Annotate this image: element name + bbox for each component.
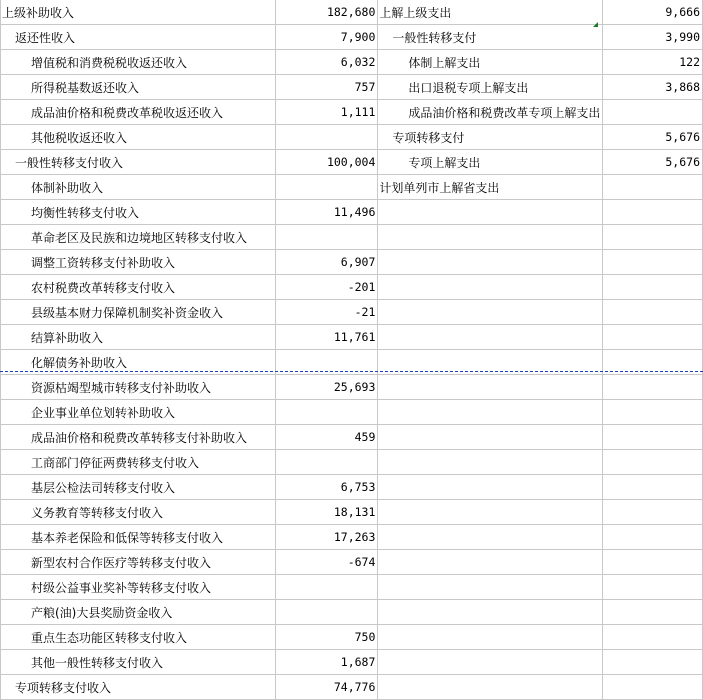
expenditure-amount-cell[interactable]: 5,676 xyxy=(603,150,703,175)
income-amount-cell[interactable]: 17,263 xyxy=(276,525,378,550)
expenditure-item-cell[interactable] xyxy=(378,625,603,650)
table-row xyxy=(1,325,703,350)
income-amount-cell[interactable]: -674 xyxy=(276,550,378,575)
income-item-cell[interactable]: 农村税费改革转移支付收入 xyxy=(1,275,276,300)
table-row xyxy=(1,0,703,25)
income-item-cell[interactable]: 化解债务补助收入 xyxy=(1,350,276,375)
income-item-cell[interactable]: 重点生态功能区转移支付收入 xyxy=(1,625,276,650)
income-item-cell[interactable]: 专项转移支付收入 xyxy=(1,675,276,700)
table-row xyxy=(1,75,703,100)
expenditure-item-cell[interactable] xyxy=(378,375,603,400)
income-amount-cell[interactable] xyxy=(276,450,378,475)
table-row xyxy=(1,150,703,175)
income-amount-cell[interactable]: 750 xyxy=(276,625,378,650)
table-row xyxy=(1,50,703,75)
table-row xyxy=(1,425,703,450)
income-item-cell[interactable]: 结算补助收入 xyxy=(1,325,276,350)
expenditure-amount-cell[interactable] xyxy=(603,600,703,625)
table-row xyxy=(1,650,703,675)
income-item-cell[interactable]: 体制补助收入 xyxy=(1,175,276,200)
income-item-cell[interactable]: 均衡性转移支付收入 xyxy=(1,200,276,225)
income-amount-cell[interactable] xyxy=(276,225,378,250)
income-amount-cell[interactable] xyxy=(276,575,378,600)
income-item-cell[interactable]: 县级基本财力保障机制奖补资金收入 xyxy=(1,300,276,325)
income-item-cell[interactable]: 所得税基数返还收入 xyxy=(1,75,276,100)
income-item-cell[interactable]: 工商部门停征两费转移支付收入 xyxy=(1,450,276,475)
expenditure-amount-cell[interactable] xyxy=(603,400,703,425)
expenditure-amount-cell[interactable]: 122 xyxy=(603,50,703,75)
income-item-cell[interactable]: 其他一般性转移支付收入 xyxy=(1,650,276,675)
expenditure-item-cell[interactable] xyxy=(378,650,603,675)
table-row xyxy=(1,675,703,700)
table-row xyxy=(1,500,703,525)
expenditure-amount-cell[interactable] xyxy=(603,250,703,275)
expenditure-item-cell[interactable] xyxy=(378,200,603,225)
income-item-cell[interactable]: 革命老区及民族和边境地区转移支付收入 xyxy=(1,225,276,250)
expenditure-item-cell[interactable]: 上解上级支出 xyxy=(378,0,603,25)
expenditure-item-cell[interactable] xyxy=(378,225,603,250)
expenditure-amount-cell[interactable] xyxy=(603,175,703,200)
income-amount-cell[interactable]: 1,687 xyxy=(276,650,378,675)
income-item-cell[interactable]: 调整工资转移支付补助收入 xyxy=(1,250,276,275)
table-row xyxy=(1,475,703,500)
expenditure-amount-cell[interactable] xyxy=(603,375,703,400)
expenditure-item-cell[interactable] xyxy=(378,600,603,625)
expenditure-item-cell[interactable] xyxy=(378,500,603,525)
income-amount-cell[interactable]: 459 xyxy=(276,425,378,450)
income-item-cell[interactable]: 产粮(油)大县奖励资金收入 xyxy=(1,600,276,625)
income-amount-cell[interactable]: 74,776 xyxy=(276,675,378,700)
page-break-line xyxy=(0,371,703,372)
income-item-cell[interactable]: 其他税收返还收入 xyxy=(1,125,276,150)
income-item-cell[interactable]: 增值税和消费税税收返还收入 xyxy=(1,50,276,75)
expenditure-amount-cell[interactable] xyxy=(603,225,703,250)
expenditure-item-cell[interactable]: 计划单列市上解省支出 xyxy=(378,175,603,200)
table-row xyxy=(1,600,703,625)
income-item-cell[interactable]: 义务教育等转移支付收入 xyxy=(1,500,276,525)
income-amount-cell[interactable]: 6,753 xyxy=(276,475,378,500)
expenditure-amount-cell[interactable] xyxy=(603,650,703,675)
expenditure-item-cell[interactable] xyxy=(378,300,603,325)
income-amount-cell[interactable]: 11,496 xyxy=(276,200,378,225)
table-row xyxy=(1,275,703,300)
expenditure-amount-cell[interactable] xyxy=(603,275,703,300)
expenditure-item-cell[interactable] xyxy=(378,250,603,275)
expenditure-item-cell[interactable] xyxy=(378,450,603,475)
income-amount-cell[interactable]: 182,680 xyxy=(276,0,378,25)
table-row xyxy=(1,225,703,250)
table-row xyxy=(1,575,703,600)
table-row xyxy=(1,625,703,650)
expenditure-amount-cell[interactable] xyxy=(603,625,703,650)
expenditure-item-cell[interactable] xyxy=(378,575,603,600)
expenditure-item-cell[interactable]: 成品油价格和税费改革专项上解支出 xyxy=(378,100,603,125)
expenditure-item-cell[interactable] xyxy=(378,325,603,350)
table-row xyxy=(1,300,703,325)
expenditure-amount-cell[interactable] xyxy=(603,425,703,450)
income-item-cell[interactable]: 上级补助收入 xyxy=(1,0,276,25)
table-row xyxy=(1,375,703,400)
expenditure-item-cell[interactable] xyxy=(378,425,603,450)
income-amount-cell[interactable]: 11,761 xyxy=(276,325,378,350)
income-amount-cell[interactable]: 1,111 xyxy=(276,100,378,125)
income-item-cell[interactable]: 一般性转移支付收入 xyxy=(1,150,276,175)
income-amount-cell[interactable]: 25,693 xyxy=(276,375,378,400)
expenditure-amount-cell[interactable]: 3,868 xyxy=(603,75,703,100)
income-amount-cell[interactable] xyxy=(276,125,378,150)
income-amount-cell[interactable]: 7,900 xyxy=(276,25,378,50)
table-row xyxy=(1,100,703,125)
expenditure-amount-cell[interactable] xyxy=(603,575,703,600)
income-amount-cell[interactable] xyxy=(276,600,378,625)
table-row xyxy=(1,125,703,150)
expenditure-amount-cell[interactable] xyxy=(603,325,703,350)
expenditure-amount-cell[interactable] xyxy=(603,475,703,500)
income-item-cell[interactable]: 成品油价格和税费改革转移支付补助收入 xyxy=(1,425,276,450)
income-amount-cell[interactable]: 18,131 xyxy=(276,500,378,525)
table-row xyxy=(1,25,703,50)
income-amount-cell[interactable] xyxy=(276,400,378,425)
income-amount-cell[interactable]: -201 xyxy=(276,275,378,300)
income-item-cell[interactable]: 村级公益事业奖补等转移支付收入 xyxy=(1,575,276,600)
income-item-cell[interactable]: 资源枯竭型城市转移支付补助收入 xyxy=(1,375,276,400)
expenditure-amount-cell[interactable] xyxy=(603,300,703,325)
income-amount-cell[interactable]: -21 xyxy=(276,300,378,325)
income-item-cell[interactable]: 基本养老保险和低保等转移支付收入 xyxy=(1,525,276,550)
expenditure-item-cell[interactable] xyxy=(378,275,603,300)
table-row xyxy=(1,175,703,200)
income-amount-cell[interactable]: 100,004 xyxy=(276,150,378,175)
table-row xyxy=(1,400,703,425)
table-row xyxy=(1,250,703,275)
expenditure-amount-cell[interactable] xyxy=(603,450,703,475)
expenditure-amount-cell[interactable] xyxy=(603,200,703,225)
expenditure-item-cell[interactable] xyxy=(378,675,603,700)
expenditure-amount-cell[interactable] xyxy=(603,525,703,550)
table-row xyxy=(1,525,703,550)
income-item-cell[interactable]: 企业事业单位划转补助收入 xyxy=(1,400,276,425)
expenditure-item-cell[interactable]: 专项上解支出 xyxy=(378,150,603,175)
expenditure-item-cell[interactable] xyxy=(378,400,603,425)
income-item-cell[interactable]: 基层公检法司转移支付收入 xyxy=(1,475,276,500)
expenditure-item-cell[interactable]: 专项转移支付 xyxy=(378,125,603,150)
income-amount-cell[interactable]: 6,907 xyxy=(276,250,378,275)
table-row xyxy=(1,450,703,475)
expenditure-item-cell[interactable]: 体制上解支出 xyxy=(378,50,603,75)
expenditure-amount-cell[interactable]: 5,676 xyxy=(603,125,703,150)
expenditure-amount-cell[interactable] xyxy=(603,500,703,525)
income-item-cell[interactable]: 成品油价格和税费改革税收返还收入 xyxy=(1,100,276,125)
comment-indicator-icon xyxy=(593,22,598,27)
table-row xyxy=(1,550,703,575)
expenditure-item-cell[interactable] xyxy=(378,475,603,500)
expenditure-amount-cell[interactable] xyxy=(603,100,703,125)
expenditure-item-cell[interactable]: 一般性转移支付 xyxy=(378,25,603,50)
expenditure-amount-cell[interactable]: 3,990 xyxy=(603,25,703,50)
expenditure-amount-cell[interactable] xyxy=(603,550,703,575)
income-amount-cell[interactable]: 757 xyxy=(276,75,378,100)
expenditure-amount-cell[interactable]: 9,666 xyxy=(603,0,703,25)
expenditure-item-cell[interactable]: 出口退税专项上解支出 xyxy=(378,75,603,100)
income-item-cell[interactable]: 新型农村合作医疗等转移支付收入 xyxy=(1,550,276,575)
expenditure-item-cell[interactable] xyxy=(378,550,603,575)
expenditure-amount-cell[interactable] xyxy=(603,675,703,700)
income-amount-cell[interactable]: 6,032 xyxy=(276,50,378,75)
income-amount-cell[interactable] xyxy=(276,175,378,200)
expenditure-item-cell[interactable] xyxy=(378,525,603,550)
table-row xyxy=(1,200,703,225)
income-item-cell[interactable]: 返还性收入 xyxy=(1,25,276,50)
